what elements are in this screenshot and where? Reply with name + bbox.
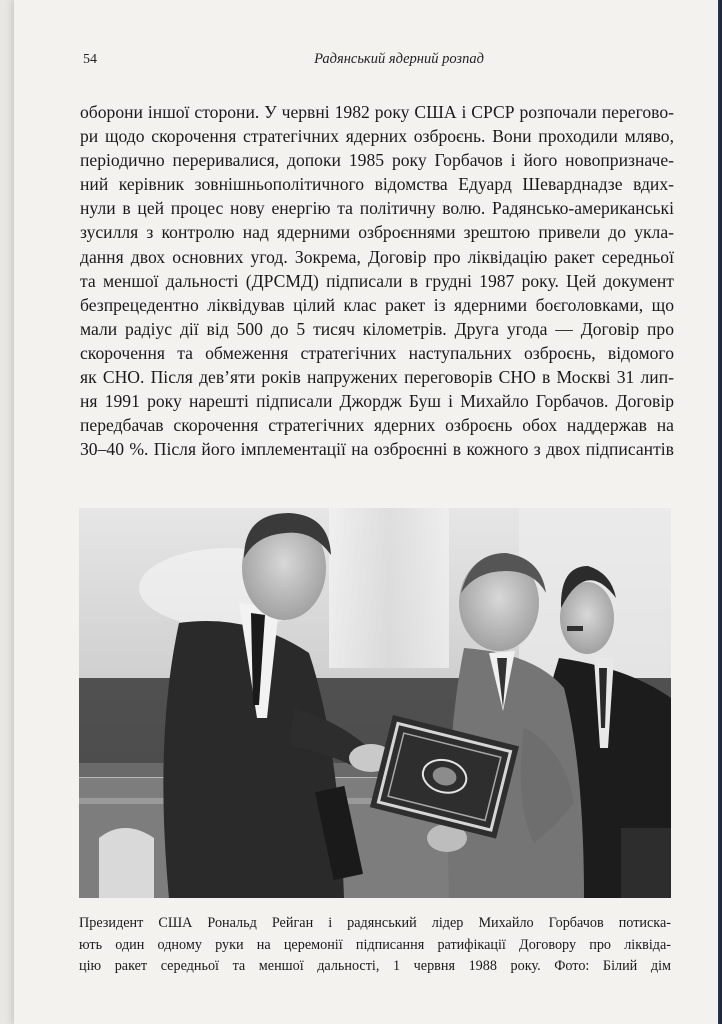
body-line: ри щодо скорочення стратегічних ядерних озброєнь. Вони проходили мляво,	[80, 126, 674, 147]
body-line: зусилля з контролю над ядерними озброєннями зрештою привели до укла-	[80, 222, 674, 243]
caption-line: цію ракет середньої та меншої дальності, 1 червня 1988 року. Фото: Білий дім	[79, 958, 671, 974]
handshake-photo	[79, 508, 671, 898]
body-line: безпрецедентно ліквідував цілий клас ракет із ядерними боєголовками, що	[80, 294, 674, 315]
page-number: 54	[83, 52, 97, 67]
photo-caption	[79, 913, 671, 978]
body-line: оборони іншої сторони. У червні 1982 року США і СРСР розпочали перегово-	[80, 102, 674, 122]
body-line: нули в цей процес нову енергію та політичну волю. Радянсько-американські	[80, 198, 674, 219]
caption-line: Президент США Рональд Рейган і радянський лідер Михайло Горбачов потиска-	[79, 915, 671, 931]
body-line: періодично переривалися, допоки 1985 року Горбачов і його новопризначе-	[80, 150, 674, 171]
body-line: ний керівник зовнішньополітичного відомства Едуард Шеварднадзе вдих-	[80, 174, 674, 195]
caption-line: ють один одному руки на церемонії підписання ратифікації Договору про ліквіда-	[79, 936, 671, 953]
running-title: Радянський ядерний розпад	[314, 51, 484, 67]
body-line: 30–40 %. Після його імплементації на озброєнні в кожного з двох підписантів	[80, 439, 674, 460]
body-paragraph	[80, 100, 674, 461]
body-line: скорочення та обмеження стратегічних наступальних озброєнь, відомого	[80, 342, 674, 363]
body-line: мали радіус дії від 500 до 5 тисяч кілометрів. Друга угода — Договір про	[80, 318, 674, 339]
body-line: передбачав скорочення стратегічних ядерних озброєнь обох наддержав на	[80, 415, 674, 436]
body-line: та меншої дальності (ДРСМД) підписали в грудні 1987 року. Цей документ	[80, 270, 674, 291]
body-line: як СНО. Після дев’яти років напружених переговорів СНО в Москві 31 лип-	[80, 367, 674, 388]
body-line: ня 1991 року нарешті підписали Джордж Буш і Михайло Горбачов. Договір	[80, 391, 674, 412]
book-spine-edge	[718, 0, 722, 1024]
body-line: дання двох основних угод. Зокрема, Договір про ліквідацію ракет середньої	[80, 246, 674, 267]
book-page	[14, 0, 722, 1024]
